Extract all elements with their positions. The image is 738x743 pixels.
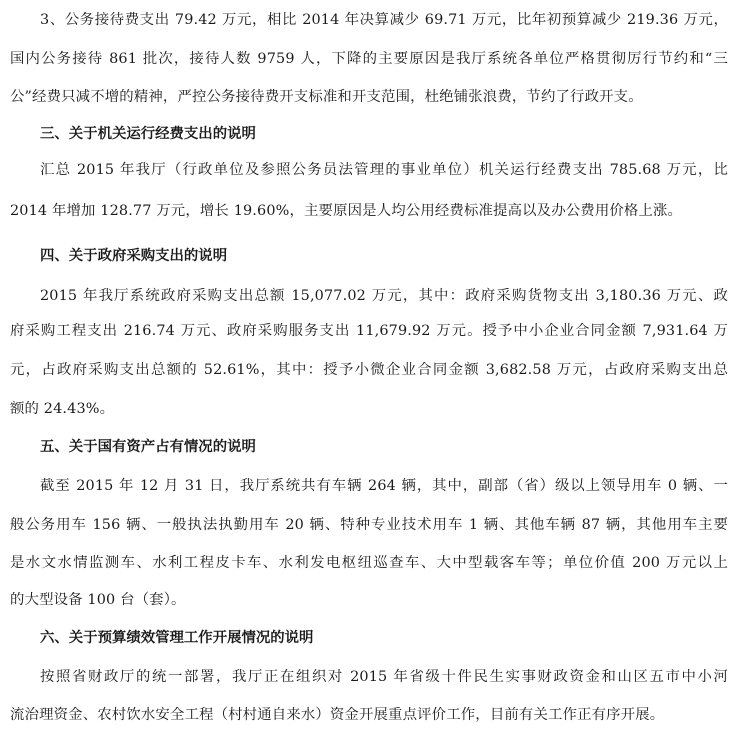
paragraph-line xyxy=(10,515,728,535)
paragraph-line xyxy=(10,590,186,610)
paragraph-text: 按照省财政厅的统一部署，我厅正在组织对 2015 年省级十件民生实事财政资金和山区五市中小河 xyxy=(40,669,728,685)
paragraph-text: 截至 2015 年 12 月 31 日，我厅系统共有车辆 264 辆，其中，副部（省）级以上领导用车 0 辆、一 xyxy=(40,478,728,494)
paragraph-line xyxy=(10,360,728,380)
paragraph-line xyxy=(10,201,682,221)
paragraph-line xyxy=(40,476,728,496)
paragraph-line xyxy=(10,553,728,573)
paragraph-line xyxy=(40,667,728,687)
paragraph-text: 的大型设备 100 台（套）。 xyxy=(10,592,186,608)
paragraph-line xyxy=(40,10,728,30)
section-heading: 四、关于政府采购支出的说明 xyxy=(40,248,228,264)
section-heading: 五、关于国有资产占有情况的说明 xyxy=(40,439,256,455)
paragraph-line xyxy=(10,321,728,341)
section-heading: 三、关于机关运行经费支出的说明 xyxy=(40,126,256,142)
paragraph-text: 元，占政府采购支出总额的 52.61%，其中：授予小微企业合同金额 3,682.58 万元，占政府采购支出总 xyxy=(10,362,728,378)
paragraph-line xyxy=(10,87,643,107)
paragraph-text: 流治理资金、农村饮水安全工程（村村通自来水）资金开展重点评价工作，目前有关工作正有序开展。 xyxy=(10,707,665,723)
paragraph-text: 汇总 2015 年我厅（行政单位及参照公务员法管理的事业单位）机关运行经费支出 785.68 万元，比 xyxy=(40,162,728,178)
paragraph-text: 2015 年我厅系统政府采购支出总额 15,077.02 万元，其中：政府采购货物支出 3,180.36 万元、政 xyxy=(40,288,728,304)
section-heading: 六、关于预算绩效管理工作开展情况的说明 xyxy=(40,630,314,646)
paragraph-text: 额的 24.43%。 xyxy=(10,401,115,417)
paragraph-line xyxy=(40,160,728,180)
paragraph-text: 般公务用车 156 辆、一般执法执勤用车 20 辆、特种专业技术用车 1 辆、其他车辆 87 辆，其他用车主要 xyxy=(10,517,728,533)
paragraph-line xyxy=(10,49,728,69)
paragraph-text: 是水文水情监测车、水利工程皮卡车、水利发电枢纽巡查车、大中型载客车等；单位价值 200 万元以上 xyxy=(10,555,728,571)
paragraph-text: 3、公务接待费支出 79.42 万元，相比 2014 年决算减少 69.71 万元，比年初预算减少 219.36 万元， xyxy=(40,12,728,28)
paragraph-line xyxy=(40,286,728,306)
paragraph-text: 公”经费只减不增的精神，严控公务接待费开支标准和开支范围，杜绝铺张浪费，节约了行政开支。 xyxy=(10,89,643,105)
paragraph-line xyxy=(10,399,114,419)
paragraph-line xyxy=(10,705,664,725)
paragraph-text: 国内公务接待 861 批次，接待人数 9759 人，下降的主要原因是我厅系统各单位严格贯彻厉行节约和“三 xyxy=(10,51,728,67)
paragraph-text: 2014 年增加 128.77 万元，增长 19.60%，主要原因是人均公用经费标准提高以及办公费用价格上涨。 xyxy=(10,203,683,219)
paragraph-text: 府采购工程支出 216.74 万元、政府采购服务支出 11,679.92 万元。授予中小企业合同金额 7,931.64 万 xyxy=(10,323,728,339)
